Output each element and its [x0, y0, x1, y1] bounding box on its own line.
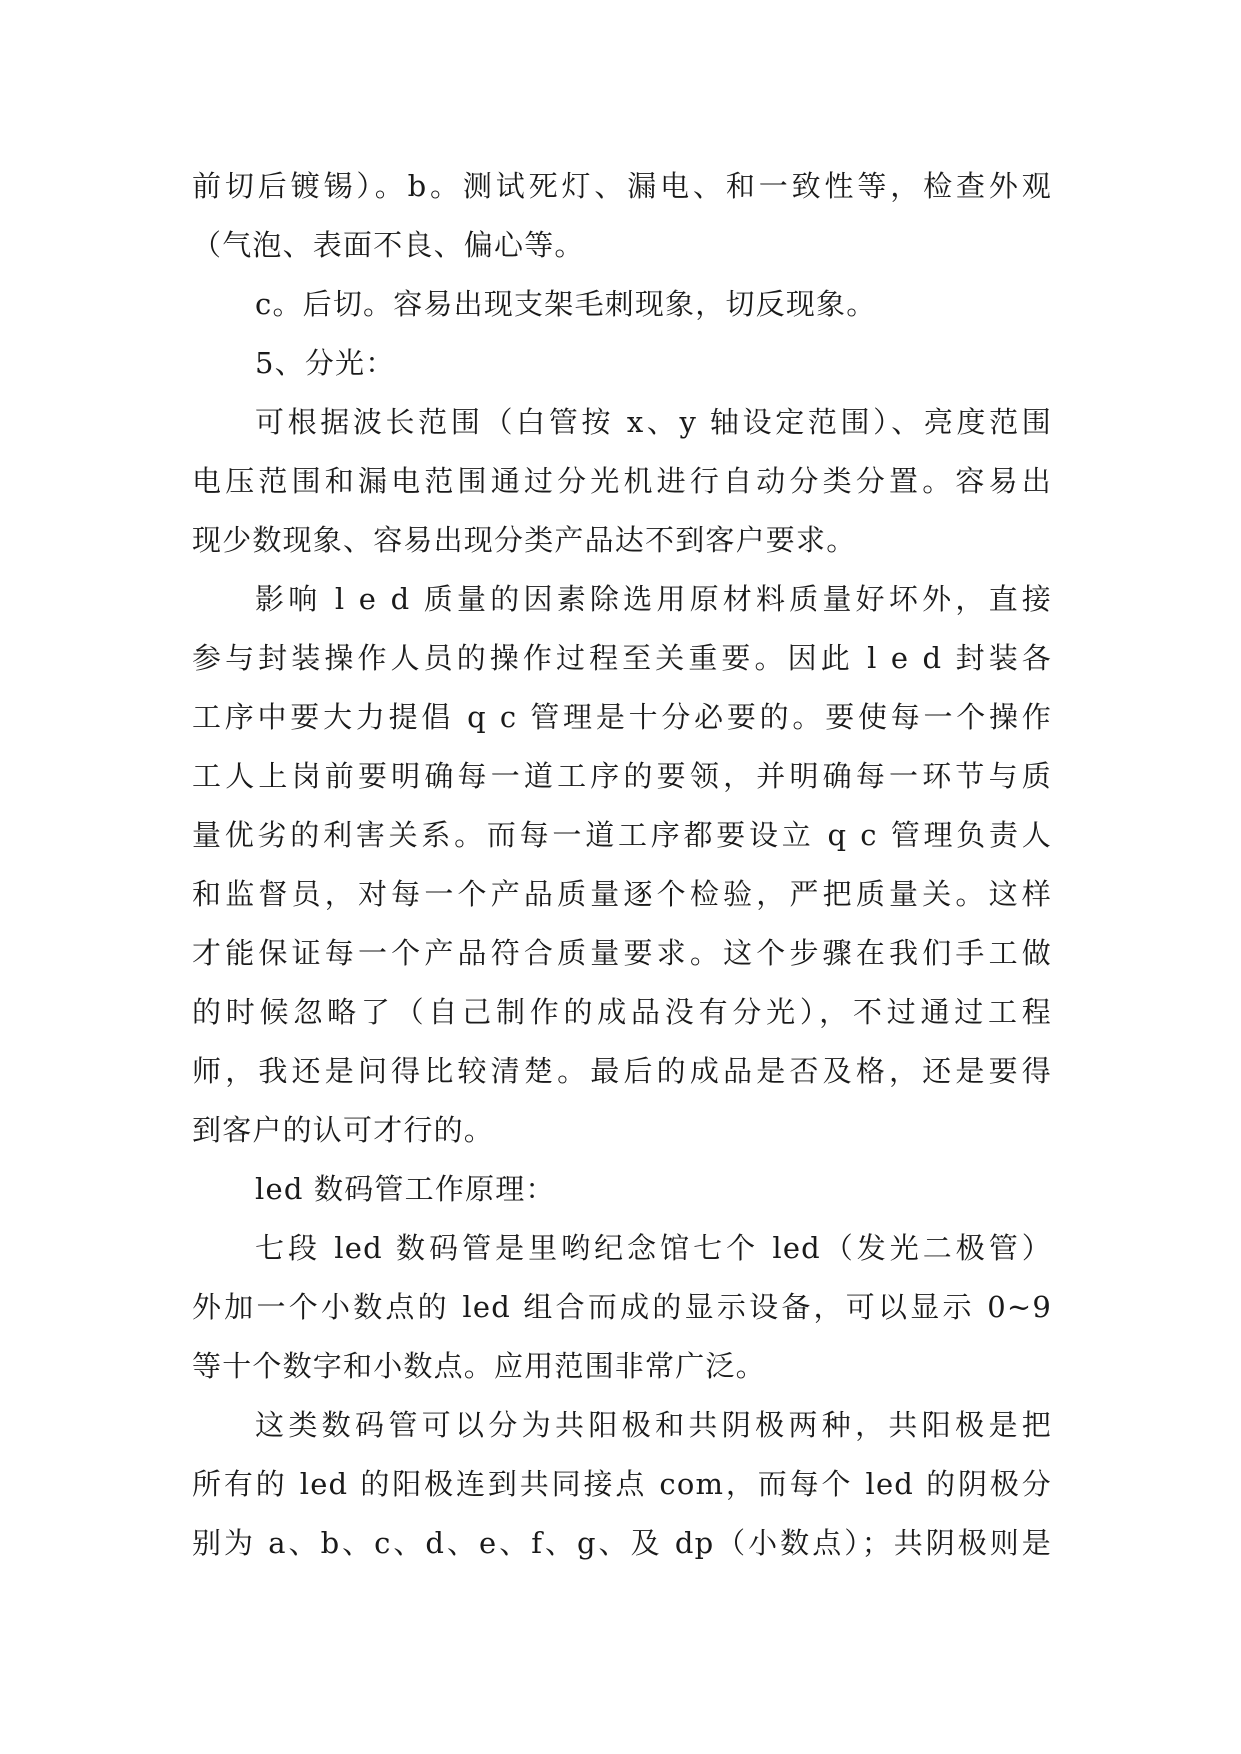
text-line: 七段 led 数码管是里哟纪念馆七个 led（发光二极管） [255, 1231, 1052, 1265]
text-line: 前切后镀锡）。b。测试死灯、漏电、和一致性等，检查外观 [192, 169, 1052, 203]
text-line: led 数码管工作原理： [255, 1172, 556, 1206]
text-line: 等十个数字和小数点。应用范围非常广泛。 [192, 1349, 766, 1383]
text-line: 现少数现象、容易出现分类产品达不到客户要求。 [192, 523, 857, 557]
text-line: c。后切。容易出现支架毛刺现象，切反现象。 [255, 287, 877, 321]
text-line: 量优劣的利害关系。而每一道工序都要设立 q c 管理负责人 [192, 818, 1052, 852]
text-line: 的时候忽略了（自己制作的成品没有分光），不过通过工程 [192, 995, 1052, 1029]
text-line: 到客户的认可才行的。 [192, 1113, 495, 1147]
text-line: 参与封装操作人员的操作过程至关重要。因此 l e d 封装各 [192, 641, 1052, 675]
text-line: 可根据波长范围（白管按 x、y 轴设定范围）、亮度范围 [255, 405, 1052, 439]
text-line: 电压范围和漏电范围通过分光机进行自动分类分置。容易出 [192, 464, 1052, 498]
text-line: 所有的 led 的阳极连到共同接点 com，而每个 led 的阴极分 [192, 1467, 1052, 1501]
text-line: 5、分光： [255, 346, 396, 380]
text-line: 工人上岗前要明确每一道工序的要领，并明确每一环节与质 [192, 759, 1052, 793]
text-line: 影响 l e d 质量的因素除选用原材料质量好坏外，直接 [255, 582, 1052, 616]
text-line: 师，我还是问得比较清楚。最后的成品是否及格，还是要得 [192, 1054, 1052, 1088]
text-line: 这类数码管可以分为共阳极和共阴极两种，共阳极是把 [255, 1408, 1052, 1442]
text-line: 别为 a、b、c、d、e、f、g、及 dp（小数点）；共阴极则是 [192, 1526, 1052, 1560]
text-line: 工序中要大力提倡 q c 管理是十分必要的。要使每一个操作 [192, 700, 1052, 734]
text-line: （气泡、表面不良、偏心等。 [192, 228, 585, 262]
text-line: 外加一个小数点的 led 组合而成的显示设备，可以显示 0~9 [192, 1290, 1052, 1324]
body-text [192, 157, 1052, 1573]
text-line: 才能保证每一个产品符合质量要求。这个步骤在我们手工做 [192, 936, 1052, 970]
text-line: 和监督员，对每一个产品质量逐个检验，严把质量关。这样 [192, 877, 1052, 911]
